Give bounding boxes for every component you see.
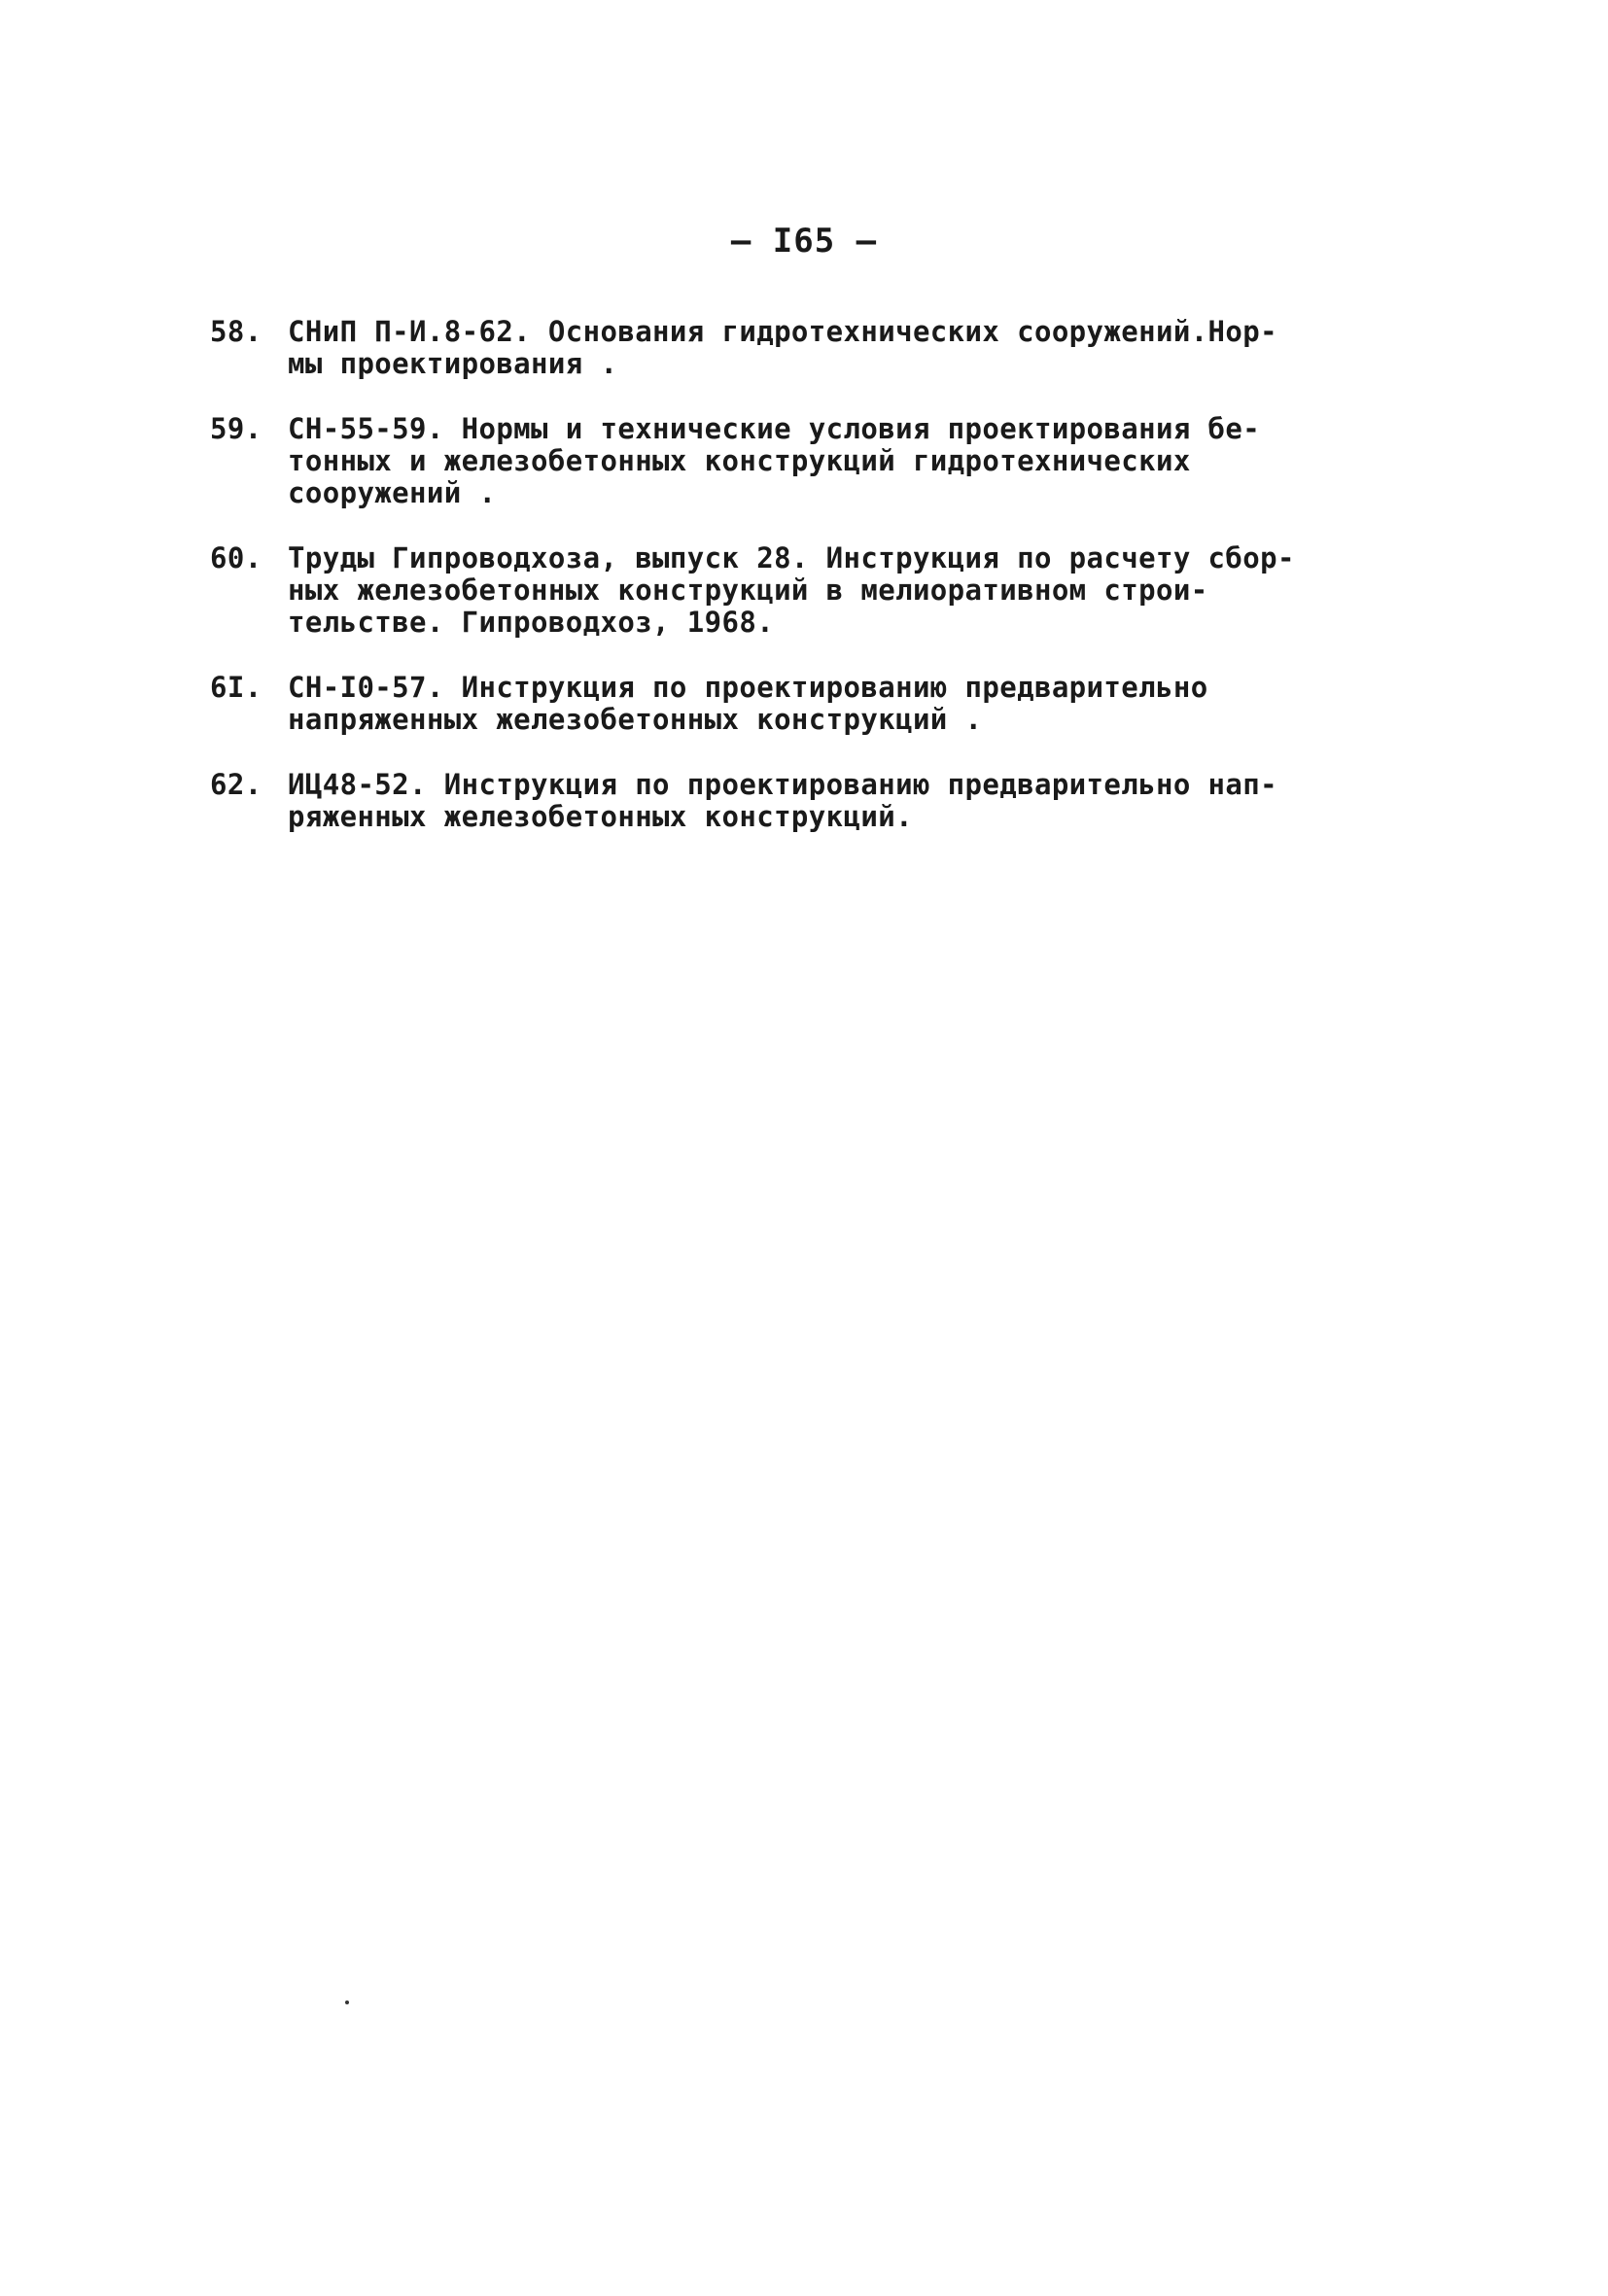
- reference-number: 58.: [210, 315, 262, 348]
- reference-number: 6I.: [210, 671, 262, 704]
- scan-speck: [345, 2000, 349, 2004]
- reference-number: 60.: [210, 541, 262, 574]
- reference-line: [210, 672, 1435, 704]
- reference-item-59: [210, 413, 1435, 509]
- reference-line: [210, 769, 1435, 801]
- reference-text: Труды Гипроводхоза, выпуск 28. Инструкция по расчету сбор-: [288, 541, 1295, 574]
- reference-line: [210, 413, 1435, 445]
- reference-item-58: [210, 316, 1435, 380]
- reference-item-61: [210, 672, 1435, 736]
- reference-text: тонных и железобетонных конструкций гидротехнических: [288, 444, 1191, 477]
- reference-line: [210, 316, 1435, 348]
- reference-text: сооружений .: [288, 476, 497, 509]
- reference-text: ных железобетонных конструкций в мелиоративном строи-: [288, 574, 1208, 607]
- reference-text: мы проектирования .: [288, 347, 618, 380]
- reference-number: 59.: [210, 412, 262, 445]
- reference-item-60: [210, 542, 1435, 639]
- reference-text: ИЦ48-52. Инструкция по проектированию предварительно нап-: [288, 768, 1277, 801]
- reference-item-62: [210, 769, 1435, 833]
- reference-text: СН-I0-57. Инструкция по проектированию предварительно: [288, 671, 1208, 704]
- reference-line: [210, 542, 1435, 574]
- reference-text: СН-55-59. Нормы и технические условия проектирования бе-: [288, 412, 1261, 445]
- reference-list: [210, 316, 1435, 866]
- reference-text: ряженных железобетонных конструкций.: [288, 800, 913, 833]
- reference-text: тельстве. Гипроводхоз, 1968.: [288, 606, 775, 639]
- reference-text: СНиП П-И.8-62. Основания гидротехнических сооружений.Нор-: [288, 315, 1277, 348]
- reference-number: 62.: [210, 768, 262, 801]
- page-number: — I65 —: [730, 222, 878, 261]
- reference-text: напряженных железобетонных конструкций .: [288, 703, 983, 736]
